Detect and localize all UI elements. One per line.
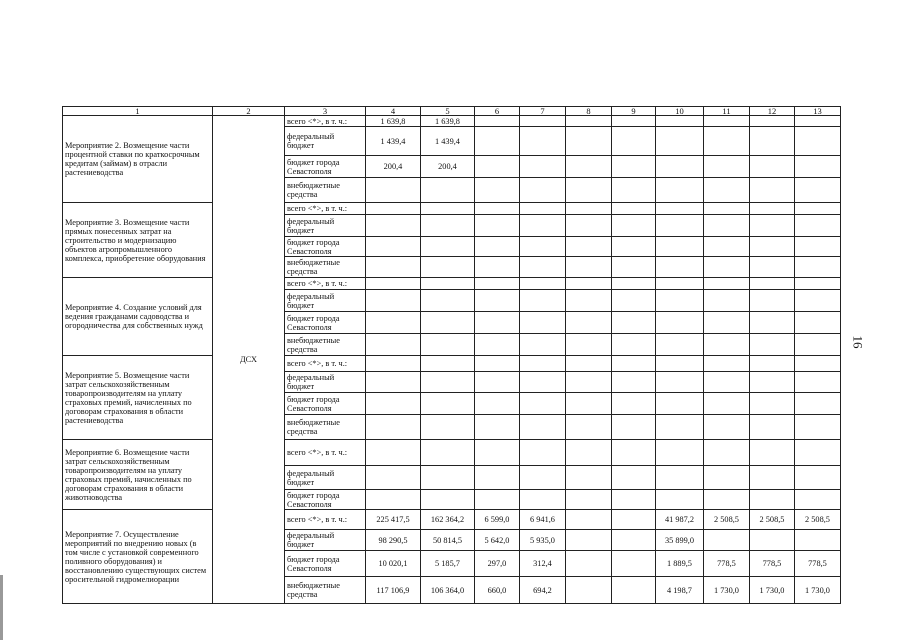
- value-cell: [520, 372, 566, 393]
- value-cell: [520, 237, 566, 257]
- value-cell: 297,0: [475, 551, 520, 577]
- value-cell: [520, 356, 566, 372]
- funding-source: федеральный бюджет: [285, 127, 366, 156]
- value-cell: 6 599,0: [475, 510, 520, 530]
- funding-source: федеральный бюджет: [285, 372, 366, 393]
- value-cell: [656, 440, 704, 466]
- value-cell: 2 508,5: [795, 510, 841, 530]
- value-cell: [566, 393, 612, 415]
- value-cell: [566, 116, 612, 127]
- value-cell: [612, 290, 656, 312]
- scan-edge-mark: [0, 575, 3, 640]
- value-cell: [475, 203, 520, 215]
- value-cell: [656, 178, 704, 203]
- value-cell: [795, 203, 841, 215]
- value-cell: [656, 334, 704, 356]
- value-cell: [704, 116, 750, 127]
- value-cell: 225 417,5: [366, 510, 421, 530]
- value-cell: [750, 372, 795, 393]
- value-cell: [421, 278, 475, 290]
- value-cell: [612, 156, 656, 178]
- value-cell: [795, 312, 841, 334]
- funding-source: внебюджетные средства: [285, 415, 366, 440]
- value-cell: 694,2: [520, 577, 566, 604]
- value-cell: [366, 237, 421, 257]
- funding-source: всего <*>, в т. ч.:: [285, 510, 366, 530]
- value-cell: [566, 178, 612, 203]
- value-cell: [520, 215, 566, 237]
- value-cell: [366, 372, 421, 393]
- value-cell: [750, 466, 795, 490]
- value-cell: [566, 203, 612, 215]
- event-title: Мероприятие 2. Возмещение части процентной ставки по краткосрочным кредитам (займам) в отрасли растениеводства: [63, 116, 213, 203]
- value-cell: [366, 290, 421, 312]
- value-cell: [366, 257, 421, 278]
- value-cell: 1 889,5: [656, 551, 704, 577]
- value-cell: [750, 290, 795, 312]
- value-cell: [795, 356, 841, 372]
- header-cell: 5: [421, 107, 475, 116]
- value-cell: [366, 415, 421, 440]
- value-cell: [704, 393, 750, 415]
- value-cell: [566, 577, 612, 604]
- value-cell: [795, 178, 841, 203]
- event-title: Мероприятие 6. Возмещение части затрат сельскохозяйственным товаропроизводителям на уплату страховых премий, начисленных по договорам страхования в области животноводства: [63, 440, 213, 510]
- value-cell: [795, 490, 841, 510]
- header-cell: 12: [750, 107, 795, 116]
- value-cell: [612, 215, 656, 237]
- value-cell: [566, 237, 612, 257]
- funding-source: бюджет города Севастополя: [285, 490, 366, 510]
- funding-source: федеральный бюджет: [285, 466, 366, 490]
- header-cell: 13: [795, 107, 841, 116]
- value-cell: [566, 551, 612, 577]
- value-cell: 50 814,5: [421, 530, 475, 551]
- value-cell: [421, 178, 475, 203]
- funding-source: всего <*>, в т. ч.:: [285, 203, 366, 215]
- funding-source: федеральный бюджет: [285, 215, 366, 237]
- value-cell: [612, 203, 656, 215]
- value-cell: [704, 334, 750, 356]
- value-cell: [704, 490, 750, 510]
- value-cell: 10 020,1: [366, 551, 421, 577]
- value-cell: [704, 257, 750, 278]
- funding-source: внебюджетные средства: [285, 577, 366, 604]
- value-cell: [656, 312, 704, 334]
- value-cell: [750, 356, 795, 372]
- value-cell: [795, 278, 841, 290]
- value-cell: 2 508,5: [750, 510, 795, 530]
- value-cell: [612, 415, 656, 440]
- value-cell: [656, 257, 704, 278]
- value-cell: [656, 356, 704, 372]
- value-cell: [612, 334, 656, 356]
- header-cell: 4: [366, 107, 421, 116]
- value-cell: [656, 490, 704, 510]
- header-cell: 6: [475, 107, 520, 116]
- value-cell: [475, 415, 520, 440]
- value-cell: [795, 116, 841, 127]
- value-cell: [750, 156, 795, 178]
- value-cell: [566, 215, 612, 237]
- value-cell: [475, 440, 520, 466]
- value-cell: [656, 393, 704, 415]
- value-cell: [566, 334, 612, 356]
- value-cell: [656, 237, 704, 257]
- value-cell: [750, 415, 795, 440]
- funding-source: бюджет города Севастополя: [285, 312, 366, 334]
- value-cell: [366, 334, 421, 356]
- table-row: [63, 440, 841, 466]
- value-cell: 1 730,0: [750, 577, 795, 604]
- value-cell: [475, 466, 520, 490]
- value-cell: [795, 127, 841, 156]
- value-cell: [566, 372, 612, 393]
- value-cell: [656, 278, 704, 290]
- value-cell: [795, 440, 841, 466]
- table-row: [63, 510, 841, 530]
- value-cell: [750, 127, 795, 156]
- value-cell: [475, 178, 520, 203]
- value-cell: [704, 156, 750, 178]
- value-cell: [520, 127, 566, 156]
- value-cell: [421, 393, 475, 415]
- value-cell: [704, 372, 750, 393]
- value-cell: [612, 127, 656, 156]
- value-cell: [795, 290, 841, 312]
- funding-source: бюджет города Севастополя: [285, 551, 366, 577]
- value-cell: [520, 116, 566, 127]
- value-cell: [520, 334, 566, 356]
- value-cell: [421, 356, 475, 372]
- value-cell: [520, 466, 566, 490]
- page-number: 16: [850, 335, 866, 349]
- funding-source: внебюджетные средства: [285, 178, 366, 203]
- value-cell: [475, 127, 520, 156]
- value-cell: [366, 356, 421, 372]
- value-cell: [421, 237, 475, 257]
- funding-source: внебюджетные средства: [285, 334, 366, 356]
- value-cell: 1 730,0: [795, 577, 841, 604]
- value-cell: [421, 257, 475, 278]
- value-cell: [520, 278, 566, 290]
- value-cell: [795, 156, 841, 178]
- value-cell: [750, 178, 795, 203]
- value-cell: [566, 490, 612, 510]
- value-cell: [366, 466, 421, 490]
- table-row: [63, 356, 841, 372]
- value-cell: [475, 257, 520, 278]
- value-cell: [520, 203, 566, 215]
- value-cell: [421, 372, 475, 393]
- value-cell: [421, 490, 475, 510]
- value-cell: [750, 278, 795, 290]
- value-cell: [366, 312, 421, 334]
- value-cell: [750, 116, 795, 127]
- value-cell: [656, 203, 704, 215]
- funding-source: всего <*>, в т. ч.:: [285, 440, 366, 466]
- value-cell: 5 642,0: [475, 530, 520, 551]
- value-cell: 117 106,9: [366, 577, 421, 604]
- value-cell: [566, 156, 612, 178]
- value-cell: [366, 393, 421, 415]
- value-cell: [704, 356, 750, 372]
- funding-source: бюджет города Севастополя: [285, 156, 366, 178]
- value-cell: [566, 466, 612, 490]
- value-cell: [612, 356, 656, 372]
- value-cell: [704, 215, 750, 237]
- value-cell: [421, 440, 475, 466]
- value-cell: [475, 312, 520, 334]
- value-cell: 5 935,0: [520, 530, 566, 551]
- funding-source: внебюджетные средства: [285, 257, 366, 278]
- header-cell: 2: [213, 107, 285, 116]
- value-cell: [612, 466, 656, 490]
- value-cell: [612, 178, 656, 203]
- value-cell: 98 290,5: [366, 530, 421, 551]
- funding-source: всего <*>, в т. ч.:: [285, 356, 366, 372]
- value-cell: 1 639,8: [366, 116, 421, 127]
- value-cell: [475, 215, 520, 237]
- value-cell: [520, 257, 566, 278]
- value-cell: [520, 290, 566, 312]
- value-cell: [520, 490, 566, 510]
- table-body: [63, 107, 841, 604]
- value-cell: 106 364,0: [421, 577, 475, 604]
- value-cell: [612, 372, 656, 393]
- value-cell: [566, 510, 612, 530]
- value-cell: [566, 278, 612, 290]
- event-title: Мероприятие 3. Возмещение части прямых понесенных затрат на строительство и модернизацию объектов агропромышленного комплекса, приобретение оборудования: [63, 203, 213, 278]
- value-cell: [750, 334, 795, 356]
- value-cell: [656, 466, 704, 490]
- value-cell: 778,5: [750, 551, 795, 577]
- value-cell: [612, 490, 656, 510]
- value-cell: 4 198,7: [656, 577, 704, 604]
- value-cell: [421, 290, 475, 312]
- value-cell: [421, 203, 475, 215]
- value-cell: [656, 415, 704, 440]
- value-cell: [366, 203, 421, 215]
- value-cell: [795, 372, 841, 393]
- value-cell: [612, 257, 656, 278]
- value-cell: [475, 237, 520, 257]
- value-cell: [421, 215, 475, 237]
- value-cell: [520, 178, 566, 203]
- value-cell: [750, 393, 795, 415]
- value-cell: [704, 312, 750, 334]
- header-cell: 1: [63, 107, 213, 116]
- value-cell: [612, 551, 656, 577]
- value-cell: [475, 356, 520, 372]
- value-cell: [795, 466, 841, 490]
- value-cell: [566, 257, 612, 278]
- funding-source: бюджет города Севастополя: [285, 393, 366, 415]
- value-cell: [656, 156, 704, 178]
- value-cell: [612, 440, 656, 466]
- value-cell: 1 439,4: [366, 127, 421, 156]
- value-cell: 1 439,4: [421, 127, 475, 156]
- header-cell: 3: [285, 107, 366, 116]
- value-cell: [520, 440, 566, 466]
- executor-cell: ДСХ: [213, 116, 285, 604]
- value-cell: [704, 278, 750, 290]
- value-cell: [656, 215, 704, 237]
- value-cell: [566, 415, 612, 440]
- value-cell: [704, 466, 750, 490]
- value-cell: [704, 290, 750, 312]
- value-cell: [795, 237, 841, 257]
- value-cell: [704, 440, 750, 466]
- header-cell: 7: [520, 107, 566, 116]
- event-title: Мероприятие 4. Создание условий для ведения гражданами садоводства и огородничества для собственных нужд: [63, 278, 213, 356]
- value-cell: [366, 278, 421, 290]
- value-cell: [475, 334, 520, 356]
- value-cell: 778,5: [704, 551, 750, 577]
- value-cell: 162 364,2: [421, 510, 475, 530]
- value-cell: [750, 257, 795, 278]
- value-cell: [795, 415, 841, 440]
- value-cell: [520, 312, 566, 334]
- value-cell: [750, 203, 795, 215]
- value-cell: [566, 356, 612, 372]
- value-cell: 312,4: [520, 551, 566, 577]
- event-title: Мероприятие 7. Осуществление мероприятий по внедрению новых (в том числе с установкой современного поливного оборудования) и восстановлению существующих систем оросительной гидромелиорации: [63, 510, 213, 604]
- value-cell: 35 899,0: [656, 530, 704, 551]
- value-cell: [366, 215, 421, 237]
- event-title: Мероприятие 5. Возмещение части затрат сельскохозяйственным товаропроизводителям на уплату страховых премий, начисленных по договорам страхования в области растениеводства: [63, 356, 213, 440]
- value-cell: [475, 372, 520, 393]
- value-cell: [704, 237, 750, 257]
- header-row: [63, 107, 841, 116]
- value-cell: 5 185,7: [421, 551, 475, 577]
- value-cell: [750, 440, 795, 466]
- value-cell: 200,4: [421, 156, 475, 178]
- funding-source: всего <*>, в т. ч.:: [285, 278, 366, 290]
- value-cell: [475, 278, 520, 290]
- value-cell: [566, 290, 612, 312]
- value-cell: 200,4: [366, 156, 421, 178]
- value-cell: [656, 116, 704, 127]
- value-cell: [795, 530, 841, 551]
- value-cell: 6 941,6: [520, 510, 566, 530]
- value-cell: [750, 237, 795, 257]
- value-cell: [612, 312, 656, 334]
- value-cell: [366, 178, 421, 203]
- value-cell: [475, 156, 520, 178]
- value-cell: [612, 237, 656, 257]
- funding-source: федеральный бюджет: [285, 530, 366, 551]
- value-cell: [704, 203, 750, 215]
- value-cell: [475, 290, 520, 312]
- value-cell: [612, 393, 656, 415]
- value-cell: [475, 393, 520, 415]
- header-cell: 9: [612, 107, 656, 116]
- table-row: [63, 116, 841, 127]
- value-cell: [566, 530, 612, 551]
- value-cell: [656, 127, 704, 156]
- value-cell: [750, 530, 795, 551]
- value-cell: [795, 334, 841, 356]
- value-cell: [520, 393, 566, 415]
- value-cell: [612, 577, 656, 604]
- value-cell: [612, 278, 656, 290]
- value-cell: [475, 490, 520, 510]
- value-cell: 2 508,5: [704, 510, 750, 530]
- header-cell: 8: [566, 107, 612, 116]
- value-cell: [704, 178, 750, 203]
- value-cell: [366, 490, 421, 510]
- value-cell: [795, 393, 841, 415]
- value-cell: [366, 440, 421, 466]
- header-cell: 10: [656, 107, 704, 116]
- value-cell: [704, 530, 750, 551]
- value-cell: [421, 312, 475, 334]
- value-cell: [421, 415, 475, 440]
- value-cell: [750, 215, 795, 237]
- value-cell: [475, 116, 520, 127]
- value-cell: 1 639,8: [421, 116, 475, 127]
- value-cell: [421, 334, 475, 356]
- value-cell: [612, 510, 656, 530]
- value-cell: [612, 530, 656, 551]
- value-cell: [704, 415, 750, 440]
- value-cell: [795, 215, 841, 237]
- funding-source: федеральный бюджет: [285, 290, 366, 312]
- value-cell: [566, 312, 612, 334]
- funding-source: бюджет города Севастополя: [285, 237, 366, 257]
- value-cell: [566, 440, 612, 466]
- value-cell: [612, 116, 656, 127]
- value-cell: [421, 466, 475, 490]
- budget-table: [62, 106, 841, 604]
- value-cell: 660,0: [475, 577, 520, 604]
- value-cell: [750, 490, 795, 510]
- value-cell: [656, 290, 704, 312]
- value-cell: 1 730,0: [704, 577, 750, 604]
- value-cell: [704, 127, 750, 156]
- value-cell: 41 987,2: [656, 510, 704, 530]
- table-row: [63, 278, 841, 290]
- header-cell: 11: [704, 107, 750, 116]
- value-cell: [750, 312, 795, 334]
- table-row: [63, 203, 841, 215]
- value-cell: [520, 156, 566, 178]
- value-cell: [520, 415, 566, 440]
- value-cell: 778,5: [795, 551, 841, 577]
- value-cell: [656, 372, 704, 393]
- funding-source: всего <*>, в т. ч.:: [285, 116, 366, 127]
- value-cell: [795, 257, 841, 278]
- value-cell: [566, 127, 612, 156]
